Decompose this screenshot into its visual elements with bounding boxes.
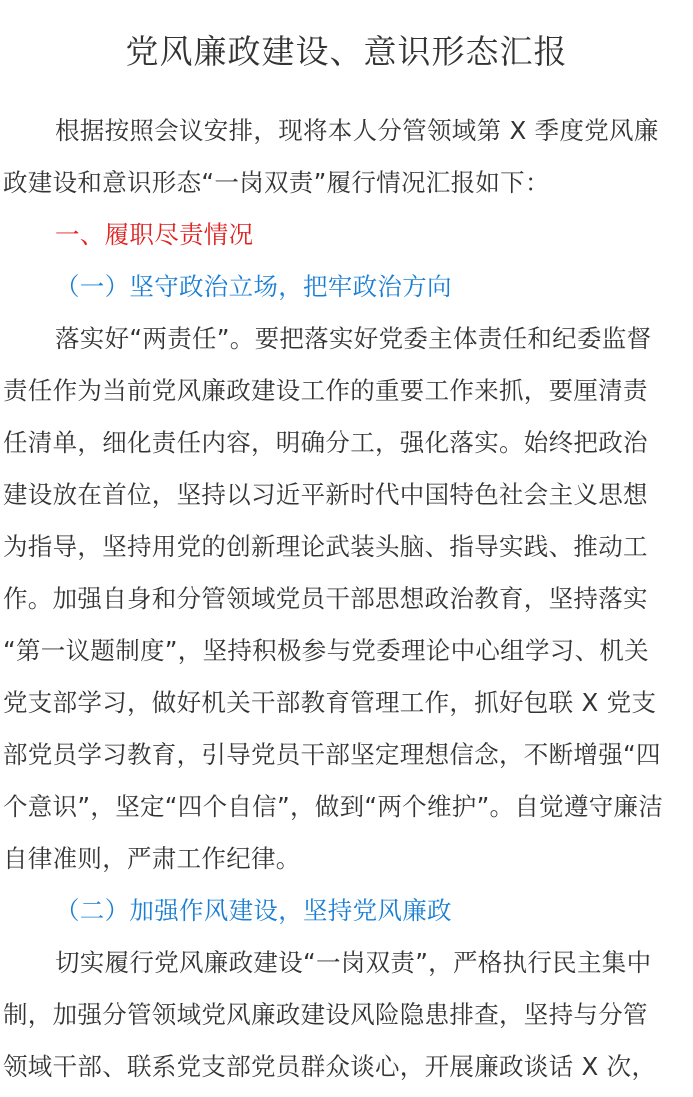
paragraph-line: 自律准则，严肃工作纪律。 [3,844,301,873]
paragraph-line: 为指导，坚持用党的创新理论武装头脑、指导实践、推动工 [3,532,648,561]
section-heading-1: 一、履职尽责情况 [55,220,254,249]
document-title: 党风廉政建设、意识形态汇报 [125,32,568,71]
paragraph-line: 制，加强分管领域党风廉政建设风险隐患排查，坚持与分管 [3,1000,648,1029]
paragraph-line: 落实好“两责任”。要把落实好党委主体责任和纪委监督 [55,324,652,353]
paragraph-line: 领域干部、联系党支部党员群众谈心，开展廉政谈话 X 次， [3,1052,657,1081]
paragraph-line: 切实履行党风廉政建设“一岗双责”，严格执行民主集中 [55,948,652,977]
paragraph-line: 任清单，细化责任内容，明确分工，强化落实。始终把政治 [3,428,648,457]
subsection-heading-1: （一）坚守政治立场，把牢政治方向 [55,272,452,301]
subsection-heading-2: （二）加强作风建设，坚持党风廉政 [55,896,452,925]
paragraph-line: 建设放在首位，坚持以习近平新时代中国特色社会主义思想 [3,480,648,509]
paragraph-line: 政建设和意识形态“一岗双责”履行情况汇报如下： [3,168,550,197]
paragraph-line: 作。加强自身和分管领域党员干部思想政治教育，坚持落实 [3,584,648,613]
paragraph-line: 个意识”，坚定“四个自信”，做到“两个维护”。自觉遵守廉洁 [3,792,664,821]
paragraph-line: 根据按照会议安排，现将本人分管领域第 X 季度党风廉 [55,116,659,145]
paragraph-line: 党支部学习，做好机关干部教育管理工作，抓好包联 X 党支 [3,688,657,717]
paragraph-line: 责任作为当前党风廉政建设工作的重要工作来抓，要厘清责 [3,376,648,405]
paragraph-line: 部党员学习教育，引导党员干部坚定理想信念，不断增强“四 [3,740,661,769]
paragraph-line: “第一议题制度”，坚持积极参与党委理论中心组学习、机关 [3,636,649,665]
